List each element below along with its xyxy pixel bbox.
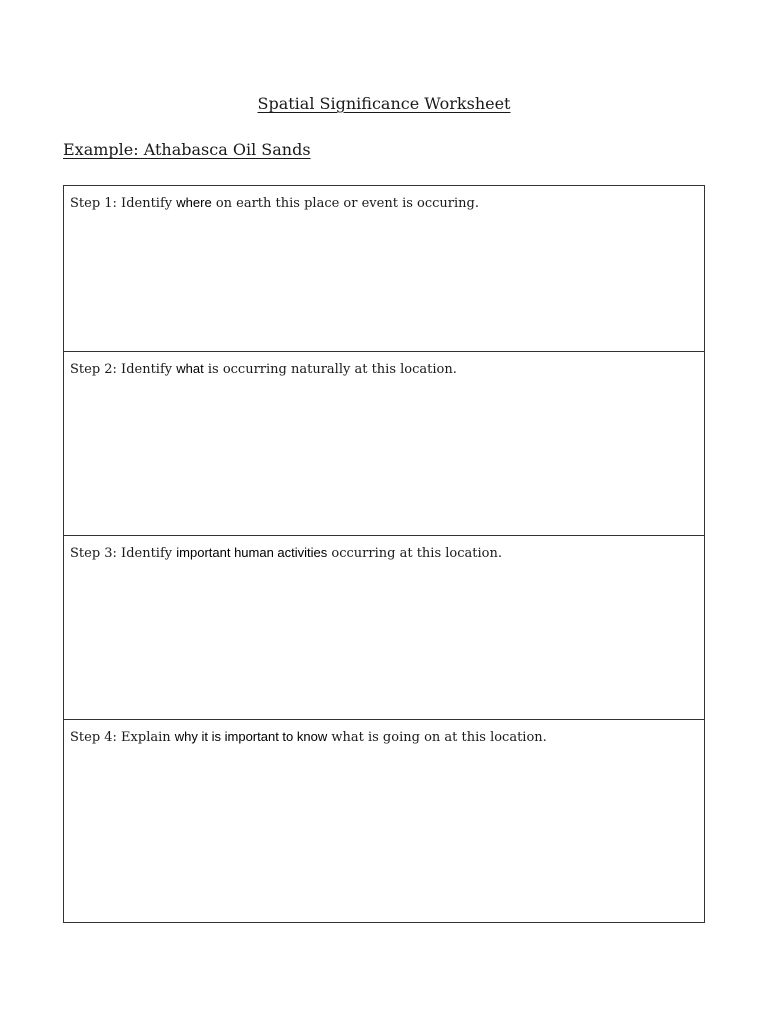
step-row xyxy=(64,352,705,536)
step-row xyxy=(64,186,705,352)
step-1-cell[interactable] xyxy=(64,186,705,352)
step-4-emphasis: why it is important to know xyxy=(174,729,328,744)
step-row xyxy=(64,536,705,720)
step-1-emphasis: where xyxy=(176,195,212,210)
step-2-prefix: Step 2: Identify xyxy=(70,362,177,377)
step-2-suffix: is occurring naturally at this location. xyxy=(203,362,457,377)
step-2-cell[interactable] xyxy=(64,352,705,536)
page-title: Spatial Significance Worksheet xyxy=(257,94,511,113)
step-3-emphasis: important human activities xyxy=(176,545,328,560)
step-4-suffix: what is going on at this location. xyxy=(327,730,547,745)
step-3-prefix: Step 3: Identify xyxy=(70,546,177,561)
step-1-suffix: on earth this place or event is occuring. xyxy=(211,196,479,211)
step-row xyxy=(64,720,705,923)
step-1-prefix: Step 1: Identify xyxy=(70,196,177,211)
step-2-emphasis: what xyxy=(176,361,204,376)
steps-table xyxy=(63,185,705,923)
step-3-suffix: occurring at this location. xyxy=(327,546,502,561)
example-heading: Example: Athabasca Oil Sands xyxy=(63,140,311,159)
step-4-prefix: Step 4: Explain xyxy=(70,730,175,745)
step-3-cell[interactable] xyxy=(64,536,705,720)
step-4-cell[interactable] xyxy=(64,720,705,923)
